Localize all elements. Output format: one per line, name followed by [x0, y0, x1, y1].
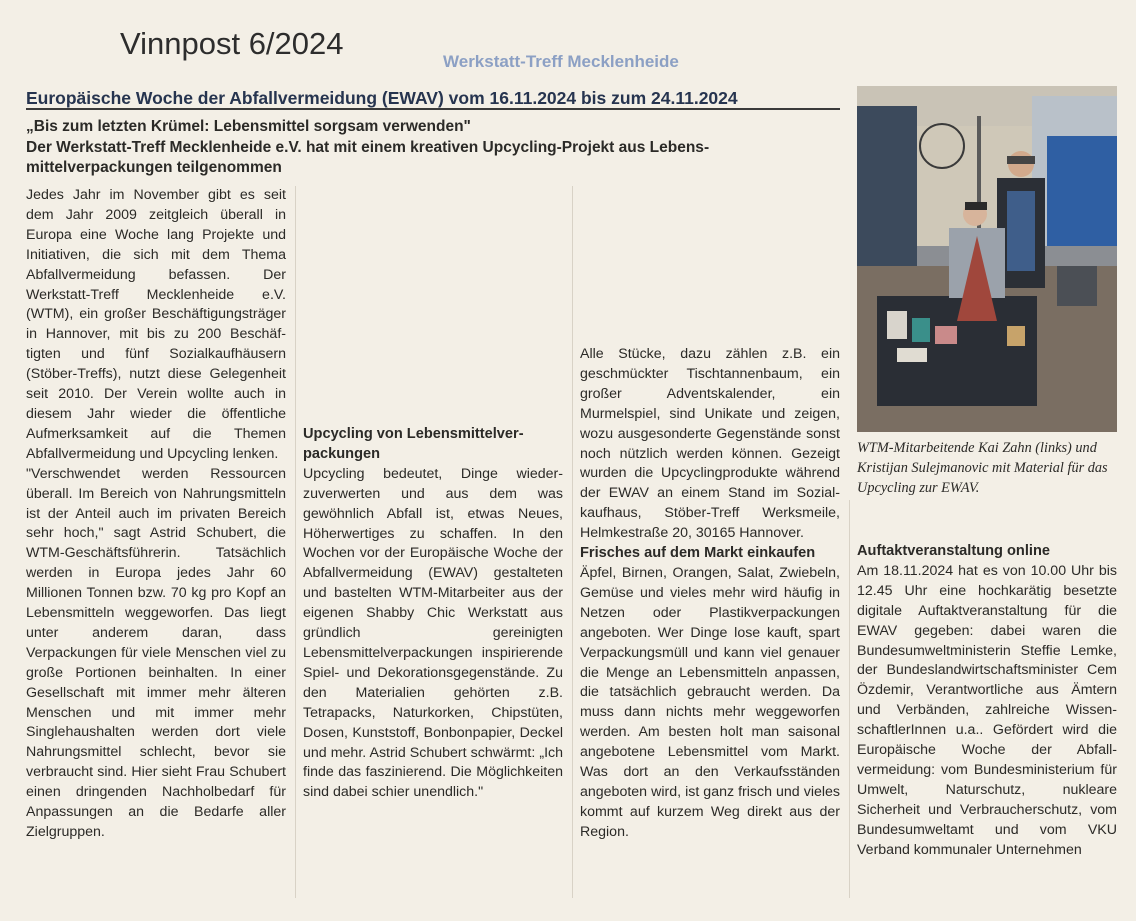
article-photo	[857, 86, 1117, 432]
photo-caption: WTM-Mitarbeitende Kai Zahn (links) und Kristijan Sulejmanovic mit Material für das Upcycling zur EWAV.	[857, 440, 1108, 496]
paragraph-intro: Jedes Jahr im November gibt es seit dem Jahr 2009 zeitgleich überall in Europa eine Woche lang Projekte und Initiativen, die sich mit dem Thema Abfallvermeidung befassen. Der Werkstatt-Treff Mecklenheide e.V. (WTM), ein großer Beschäftigungsträger in Hannover, mit bis zu 200 Beschäftigten und fünf Sozialkaufhäusern (Stöber-Treffs), nutzt diese Gelegenheit seit 2010. Der Verein wollte auch in diesem Jahr wieder die öffentliche Aufmerksamkeit auf die Themen Abfallvermeidung und Upcycling lenken.	[26, 187, 286, 462]
article-column-4	[857, 502, 1117, 861]
column-divider	[295, 186, 296, 898]
article-column-2	[303, 186, 563, 803]
paragraph-online: Am 18.11.2024 hat es von 10.00 Uhr bis 12.45 Uhr eine hochkarätig besetzte digitale Auftaktveranstaltung für die EWAV gegeben: dabei waren die Bundesumweltministerin Steffie Lemke, der Bundeslandwirtschaftsminister Cem Özdemir, Verantwortliche aus Ämtern und Verbänden, zahlreiche WissenschaftlerInnen u.a.. Gefördert wird die Europäische Woche der Abfallvermeidung: vom Bundesministerium für Umwelt, Naturschutz, nukleare Sicherheit und Verbraucherschutz, vom Bundesumweltamt und vom VKU Verband kommunaler Unternehmen	[857, 562, 1117, 858]
headline-rule	[26, 108, 840, 110]
section-heading-online: Auftaktveranstaltung online	[857, 543, 1050, 559]
column-divider	[572, 186, 573, 898]
article-headline: Europäische Woche der Abfallvermeidung (EWAV) vom 16.11.2024 bis zum 24.11.2024	[26, 88, 738, 108]
workshop-photo-illustration	[857, 86, 1117, 432]
column-divider	[849, 500, 850, 898]
source-label: Vinnpost 6/2024	[120, 26, 344, 61]
section-heading-markt: Frisches auf dem Markt einkaufen	[580, 545, 816, 562]
paragraph-markt: Äpfel, Birnen, Orangen, Salat, Zwiebeln, Gemüse und vieles mehr wird häufig in Netzen oder Plastikverpackungen angeboten. Wer Dinge lose kauft, spart Verpackungsmüll und kann viel genauer die Menge an Lebensmitteln anpassen, die tatsächlich gebraucht werden. Da muss dann nichts mehr weggeworfen werden. Am besten holt man saisonal angebotene Lebensmittel vom Markt. Was dort an den Verkaufsständen angeboten wird, ist ganz frisch und vieles kommt auf kurzem Weg direkt aus der Region.	[580, 564, 840, 840]
paragraph-quote: "Verschwendet werden Ressourcen überall. Im Bereich von Nahrungsmitteln ist der Anteil auch im privaten Bereich sehr hoch," sagt Astrid Schubert, die WTM-Geschäftsführerin. Tatsächlich werden in Europa jedes Jahr 60 Millionen Tonnen bzw. 70 kg pro Kopf an Lebensmitteln weggeworfen. Das liegt unter anderem daran, dass Verpackungen für viele Menschen viel zu große Portionen beinhalten. In einer Gesellschaft mit immer mehr älteren Menschen und mit immer mehr Singlehaushalten werden dort viele Nahrungsmittel schlecht, bevor sie verbraucht sind. Hier sieht Frau Schubert einen dringenden Nachholbedarf für Anpassungen an die Bedarfe aller Zielgruppen.	[26, 465, 286, 840]
paragraph-upcycling: Upcycling bedeutet, Dinge wiederzuverwerten und aus dem was gewöhnlich Abfall ist, etwas Neues, Höherwertiges zu schaffen. In den Wochen vor der Europäische Woche der Abfallvermeidung (EWAV) gestalteten und bastelten WTM-Mitarbeiter aus der eigenen Shabby Chic Werkstatt aus gründlich gereinigten Lebensmittelverpackungen inspirierende Spiel- und Dekorationsgegenstände. Zu den Materialien gehörten z.B. Tetrapacks, Naturkorken, Chipstüten, Dosen, Kunststoff, Bonbonpapier, Deckel und mehr. Astrid Schubert schwärmt: „Ich finde das faszinierend. Die Möglichkeiten sind dabei schier unendlich."	[303, 465, 563, 801]
organization-label: Werkstatt-Treff Mecklenheide	[443, 52, 679, 71]
article-subheadline: Der Werkstatt-Treff Mecklenheide e.V. hat mit einem kreativen Upcycling-Projekt aus Lebensmittelverpackungen teilgenommen	[26, 139, 710, 176]
section-heading-upcycling: Upcycling von Lebensmittelverpackungen	[303, 426, 524, 462]
paragraph-exhibits: Alle Stücke, dazu zählen z.B. ein geschmückter Tischtannenbaum, ein großer Adventskalender, ein Murmelspiel, sind Unikate und zeigen, wozu ausgesonderte Gegenstände sonst noch nützlich werden können. Gezeigt wurden die Upcyclingprodukte während der EWAV an einem Stand im Sozialkaufhaus, Stöber-Treff Werksmeile, Helmkestraße 20, 30165 Hannover.	[580, 346, 840, 542]
article-column-1	[26, 186, 286, 843]
article-subheadline-quote: „Bis zum letzten Krümel: Lebensmittel sorgsam verwenden"	[26, 118, 471, 135]
article-column-3	[580, 186, 840, 843]
